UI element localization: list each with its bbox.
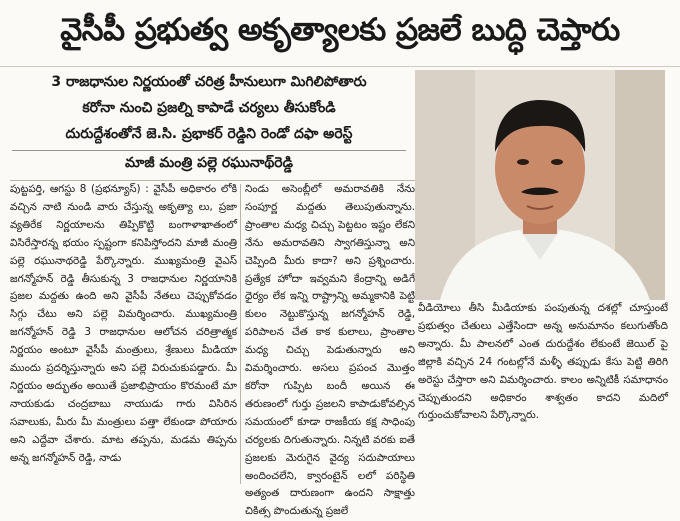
photo-portrait (415, 70, 665, 300)
article-column-3 (418, 300, 668, 480)
subheadline-3: దురుద్దేశంతోనే జె.సి. ప్రభాకర్ రెడ్డిని రెండో దఫా అరెస్ట్ (65, 126, 353, 142)
column-3-text: వీడియోలు తీసి మీడియాకు పంపుతున్న దశల్లో చూస్తుంటే ప్రభుత్వం చేతులు ఎత్తేసిందా అన్న అనుమానం కలుగుతోంది అన్నారు. మీ పాలనలో ఎంత దురుద్దేశం లేకుంటే జెయిల్ పై జిల్లాకి వచ్చిన 24 గంటల్లోనే మళ్ళీ తప్పుడు కేసు పెట్టి తిరిగి అరెస్టు చేస్తారా అని విమర్శించారు. కాలం అన్నిటికీ సమాధానం చెప్పుతుందని అధికారం శాశ్వతం కాదని మదిలో గుర్తుంచుకోవాలని పేర్కొన్నారు. (418, 302, 668, 422)
subheadlines (12, 70, 406, 180)
article-column-1 (10, 181, 237, 481)
column-divider-1 (240, 184, 241, 484)
subheadline-4: మాజీ మంత్రి పల్లె రఘునాథ్‌రెడ్డి (12, 150, 406, 175)
subheadline-1: 3 రాజధానుల నిర్ణయంతో చరిత్ర హీనులుగా మిగిలిపోతారు (51, 74, 367, 90)
subheadline-2: కరోనా నుంచి ప్రజల్ని కాపాడే చర్యలు తీసుకోండి (82, 100, 336, 116)
column-1-text: పుట్టపర్తి, ఆగస్టు 8 (ప్రభన్యూస్) : వైసీపీ అధికారం లోకి వచ్చిన నాటి నుండి వారు చేస్తున్న అకృత్యా లు, ప్రజా వ్యతిరేక నిర్ణయాలను తిప్పికొట్టి బంగాళాఖాతంలో విసిరేస్తారన్న భయం స్పష్టంగా కనిపిస్తోందని మాజీ మంత్రి పల్లె రఘునాథరెడ్డి పేర్కొన్నారు. ముఖ్యమంత్రి వైఎస్ జగన్మోహన్ రెడ్డి తీసుకున్న 3 రాజధానుల నిర్ణయానికి ప్రజల మద్దతు ఉంది అని వైసీపీ నేతలు చెప్పుకోవడం సిగ్గు చేటు అని పల్లె విమర్శించారు. ముఖ్యమంత్రి జగన్మోహన్ రెడ్డి 3 రాజధానుల ఆలోచన చరిత్రాత్మక నిర్ణయం అంటూ వైసీపీ మంత్రులు, శ్రేణులు మీడియా ముందు ప్రదర్శిస్తున్నారు అని పల్లె విరుచుకుపడ్డారు. మీ నిర్ణయం అద్భుతం అయితే ప్రజాభిప్రాయం కొరమంటే మా నాయకుడు చంద్రబాబు నాయుడు గారు విసిరిన సవాలుకు, మీరు మీ మంత్రులు పత్తా లేకుండా పోయారు అని ఎద్దేవా చేశారు. మాట తప్పను, మడమ తిప్పను అన్న జగన్మోహన్ రెడ్డి, నాడు (10, 183, 237, 464)
article-column-2 (245, 181, 415, 518)
column-2-text: నిండు అసెంబ్లీలో అమరావతికి నేను సంపూర్ణ మద్దతు తెలుపుతున్నాను. ప్రాంతాల మధ్య చిచ్చు పెట్టటం ఇష్టం లేకని నేను అమరావతిని స్వాగతిస్తున్నా అని చెప్పింది మీరు కాదా? అని ప్రశ్నించారు. ప్రత్యేక హోదా ఇవ్వమని కేంద్రాన్ని అడిగే ధైర్యం లేక ఇన్ని రాష్ట్రాన్ని అమ్మకానికి పెట్టి కులం నెట్టుకొస్తున్న జగన్మోహన్ రెడ్డి, పరిపాలన చేత కాక కులాలు, ప్రాంతాల మధ్య చిచ్చు పెడుతున్నారు అని విమర్శించారు. అసలు ప్రపంచ మొత్తం కరోనా గుప్పిట బందీ అయిన ఈ తరుణంలో గుర్తు ప్రజలని కాపాడుకోవల్సిన సమయంలో కూడా రాజకీయ కక్ష సాధింపు చర్యలకు దిగుతున్నారు. నిన్నటి వరకు ఐతే ప్రజలకు మెరుగైన వైద్య సదుపాయాలు అందించలేని, క్వారంటైన్ లలో పరిస్థితి అత్యంత దారుణంగా ఉందని సాక్షాత్తు చికిత్స పొందుతున్న ప్రజలే (245, 183, 415, 518)
headline: వైసీపీ ప్రభుత్వ అకృత్యాలకు ప్రజలే బుద్ధి చెప్తారు (0, 0, 680, 67)
portrait-illustration (415, 70, 665, 300)
